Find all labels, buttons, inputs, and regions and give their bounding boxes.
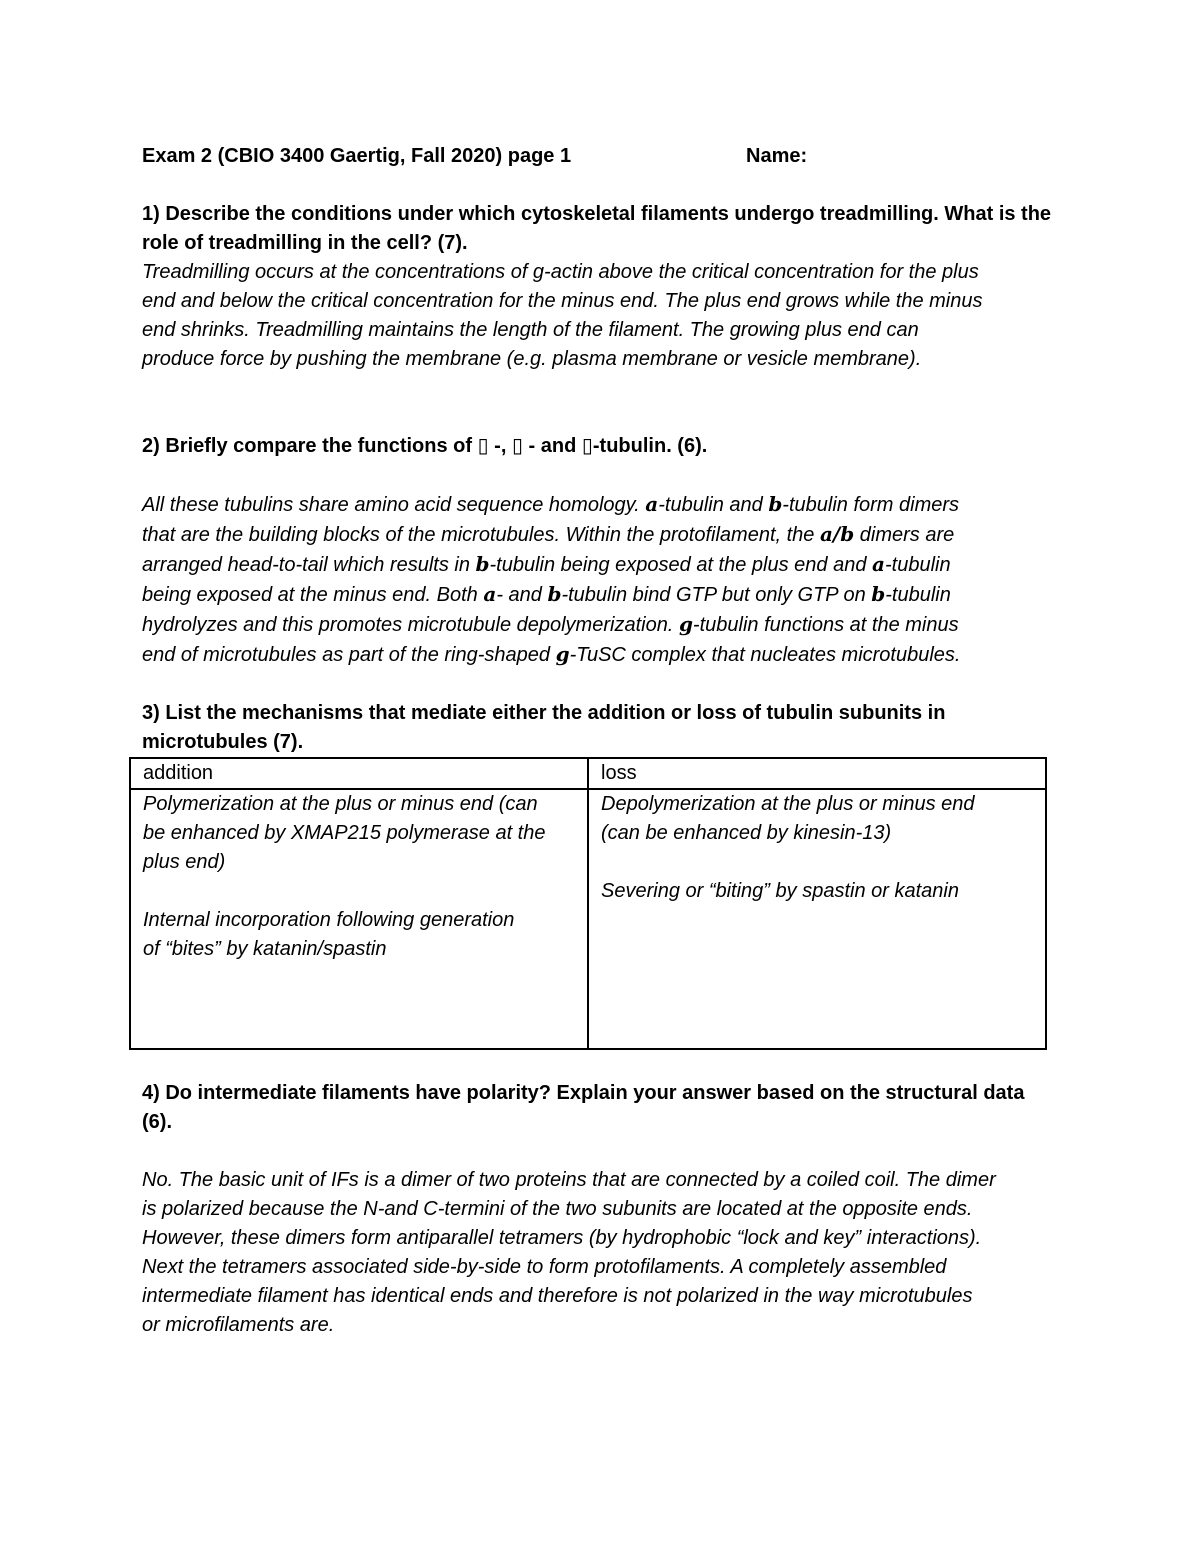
question-2-suffix: -tubulin. (6). xyxy=(592,435,708,457)
question-1-text-line: role of treadmilling in the cell? (7). xyxy=(142,232,468,254)
question-4 xyxy=(142,1079,1052,1340)
alpha-beta-symbol: a/b xyxy=(819,522,855,546)
answer-2-line: arranged head-to-tail which results in b-tubulin being exposed at the plus end and a-tubulin xyxy=(142,552,951,576)
loss-line: (can be enhanced by kinesin-13) xyxy=(601,822,892,844)
loss-line: Depolymerization at the plus or minus end xyxy=(601,793,975,815)
question-2-sep: - and xyxy=(522,435,582,457)
addition-line: Internal incorporation following generation xyxy=(143,909,515,931)
question-4-text-line: (6). xyxy=(142,1111,172,1133)
question-2-sep: -, xyxy=(488,435,512,457)
answer-4-line: is polarized because the N-and C-termini of the two subunits are located at the opposite ends. xyxy=(142,1198,973,1220)
question-2-text xyxy=(142,432,1052,461)
question-3-text-line: microtubules (7). xyxy=(142,731,304,753)
exam-header xyxy=(142,142,1052,171)
table-header-addition: addition xyxy=(130,758,588,789)
loss-cell xyxy=(588,789,1046,1049)
answer-4-line: or microfilaments are. xyxy=(142,1314,335,1336)
loss-line: Severing or “biting” by spastin or katanin xyxy=(601,880,959,902)
missing-glyph-icon: ▯ xyxy=(477,435,489,457)
table-row xyxy=(130,789,1046,1049)
addition-line: be enhanced by XMAP215 polymerase at the xyxy=(143,822,546,844)
alpha-symbol: a xyxy=(645,492,659,516)
answer-4-line: Next the tetramers associated side-by-side to form protofilaments. A completely assembled xyxy=(142,1256,947,1278)
answer-1-line: produce force by pushing the membrane (e.g. plasma membrane or vesicle membrane). xyxy=(142,348,922,370)
addition-line: of “bites” by katanin/spastin xyxy=(143,938,387,960)
addition-line xyxy=(143,877,587,906)
table-header-loss: loss xyxy=(588,758,1046,789)
answer-4-line: No. The basic unit of IFs is a dimer of two proteins that are connected by a coiled coil. The dimer xyxy=(142,1169,996,1191)
alpha-symbol: a xyxy=(483,582,497,606)
addition-line: Polymerization at the plus or minus end (can xyxy=(143,793,538,815)
beta-symbol: b xyxy=(475,552,490,576)
beta-symbol: b xyxy=(547,582,562,606)
alpha-symbol: a xyxy=(872,552,885,576)
question-4-text-line: 4) Do intermediate filaments have polarity? Explain your answer based on the structural data xyxy=(142,1082,1025,1104)
answer-4-line: intermediate filament has identical ends and therefore is not polarized in the way microtubules xyxy=(142,1285,973,1307)
question-3-text-line: 3) List the mechanisms that mediate either the addition or loss of tubulin subunits in xyxy=(142,702,946,724)
exam-title: Exam 2 (CBIO 3400 Gaertig, Fall 2020) page 1 xyxy=(142,145,572,167)
answer-4-line: However, these dimers form antiparallel tetramers (by hydrophobic “lock and key” interactions). xyxy=(142,1227,982,1249)
table-header-row xyxy=(130,758,1046,789)
answer-2-line: All these tubulins share amino acid sequence homology. a-tubulin and b-tubulin form dimers xyxy=(142,492,960,516)
question-2-prefix: 2) Briefly compare the functions of xyxy=(142,435,478,457)
name-label: Name: xyxy=(746,145,808,167)
addition-line: plus end) xyxy=(143,851,226,873)
question-1-text-line: 1) Describe the conditions under which cytoskeletal filaments undergo treadmilling. What is the xyxy=(142,203,1052,225)
answer-2-line: that are the building blocks of the microtubules. Within the protofilament, the a/b dimers are xyxy=(142,522,955,546)
exam-page xyxy=(142,142,1052,1340)
addition-cell xyxy=(130,789,588,1049)
question-1 xyxy=(142,200,1052,374)
gamma-symbol: g xyxy=(678,612,693,636)
answer-2-line: end of microtubules as part of the ring-shaped g-TuSC complex that nucleates microtubules. xyxy=(142,642,961,666)
beta-symbol: b xyxy=(871,582,886,606)
missing-glyph-icon: ▯ xyxy=(581,435,593,457)
question-3 xyxy=(142,699,1052,1050)
answer-2-line: hydrolyzes and this promotes microtubule depolymerization. g-tubulin functions at the minus xyxy=(142,612,959,636)
gamma-symbol: g xyxy=(555,642,570,666)
answer-2-line: being exposed at the minus end. Both a- and b-tubulin bind GTP but only GTP on b-tubulin xyxy=(142,582,951,606)
answer-1-line: Treadmilling occurs at the concentrations of g-actin above the critical concentration for the plus xyxy=(142,261,979,283)
loss-line xyxy=(601,848,1045,877)
missing-glyph-icon: ▯ xyxy=(511,435,523,457)
question-2 xyxy=(142,432,1052,670)
answer-1-line: end and below the critical concentration for the minus end. The plus end grows while the minus xyxy=(142,290,983,312)
answer-1-line: end shrinks. Treadmilling maintains the length of the filament. The growing plus end can xyxy=(142,319,919,341)
beta-symbol: b xyxy=(768,492,783,516)
mechanisms-table xyxy=(129,757,1047,1050)
